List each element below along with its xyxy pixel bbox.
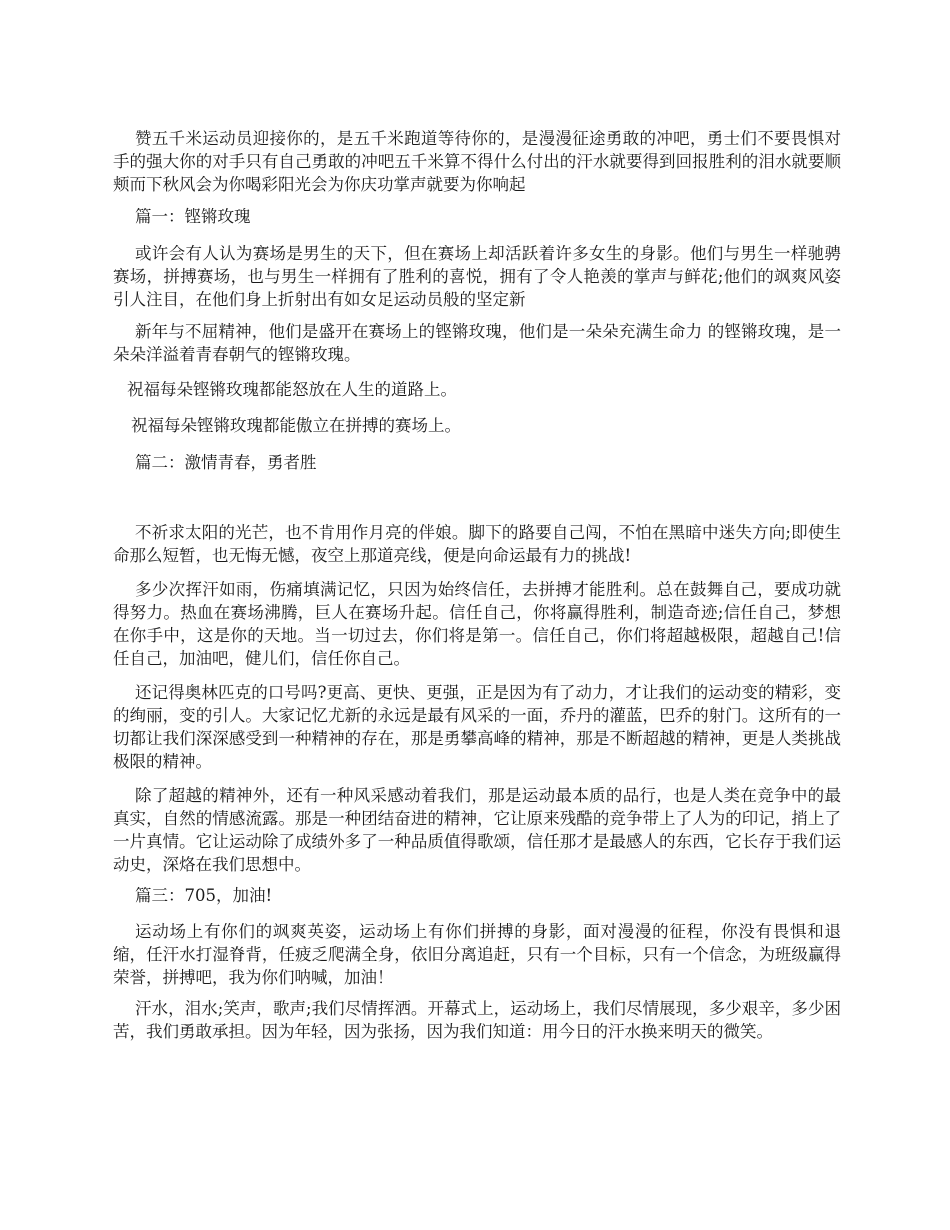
section-heading-2: 篇二：激情青春，勇者胜 <box>135 453 317 472</box>
paragraph: 新年与不屈精神，他们是盛开在赛场上的铿锵玫瑰，他们是一朵朵充满生命力 的铿锵玫瑰，是一朵朵洋溢着青春朝气的铿锵玫瑰。 <box>113 322 841 364</box>
paragraph: 多少次挥汗如雨，伤痛填满记忆，只因为始终信任，去拼搏才能胜利。总在鼓舞自己，要成功就得努力。热血在赛场沸腾，巨人在赛场升起。信任自己，你将赢得胜利，制造奇迹;信任自己，梦想在你手中，这是你的天地。当一切过去，你们将是第一。信任自己，你们将超越极限，超越自己!信任自己，加油吧，健儿们，信任你自己。 <box>113 580 841 668</box>
intro-paragraph: 赞五千米运动员迎接你的，是五千米跑道等待你的，是漫漫征途勇敢的冲吧，勇士们不要畏惧对手的强大你的对手只有自己勇敢的冲吧五千米算不得什么付出的汗水就要得到回报胜利的泪水就要顺颊而下秋风会为你喝彩阳光会为你庆功掌声就要为你响起 <box>113 129 841 194</box>
blessing-line: 祝福每朵铿锵玫瑰都能傲立在拼搏的赛场上。 <box>131 416 461 435</box>
paragraph: 汗水，泪水;笑声，歌声;我们尽情挥洒。开幕式上，运动场上，我们尽情展现，多少艰辛，多少困苦，我们勇敢承担。因为年轻，因为张扬，因为我们知道：用今日的汗水换来明天的微笑。 <box>113 999 841 1041</box>
blessing-line: 祝福每朵铿锵玫瑰都能怒放在人生的道路上。 <box>127 380 457 399</box>
paragraph: 还记得奥林匹克的口号吗?更高、更快、更强，正是因为有了动力，才让我们的运动变的精彩，变的绚丽，变的引人。大家记忆尤新的永远是最有风采的一面，乔丹的灌蓝，巴乔的射门。这所有的一切都让我们深深感受到一种精神的存在，那是勇攀高峰的精神，那是不断超越的精神，更是人类挑战极限的精神。 <box>113 683 841 771</box>
paragraph: 运动场上有你们的飒爽英姿，运动场上有你们拼搏的身影，面对漫漫的征程，你没有畏惧和退缩，任汗水打湿脊背，任疲乏爬满全身，依旧分离追赶，只有一个目标，只有一个信念，为班级赢得荣誉，拼搏吧，我为你们呐喊，加油！ <box>113 922 841 987</box>
paragraph: 除了超越的精神外，还有一种风采感动着我们，那是运动最本质的品行，也是人类在竞争中的最真实，自然的情感流露。那是一种团结奋进的精神，它让原来残酷的竞争带上了人为的印记，捎上了一片真情。它让运动除了成绩外多了一种品质值得歌颂，信任那才是最感人的东西，它长存于我们运动史，深烙在我们思想中。 <box>113 786 841 874</box>
section-heading-3: 篇三：705，加油! <box>135 886 273 905</box>
section-heading-1: 篇一：铿锵玫瑰 <box>135 207 251 226</box>
paragraph: 不祈求太阳的光芒，也不肯用作月亮的伴娘。脚下的路要自己闯，不怕在黑暗中迷失方向;即使生命那么短暂，也无悔无憾，夜空上那道亮线，便是向命运最有力的挑战! <box>113 523 841 565</box>
paragraph: 或许会有人认为赛场是男生的天下，但在赛场上却活跃着许多女生的身影。他们与男生一样驰骋赛场，拼搏赛场，也与男生一样拥有了胜利的喜悦，拥有了令人艳羡的掌声与鲜花;他们的飒爽风姿引人注目，在他们身上折射出有如女足运动员般的坚定新 <box>113 244 841 309</box>
